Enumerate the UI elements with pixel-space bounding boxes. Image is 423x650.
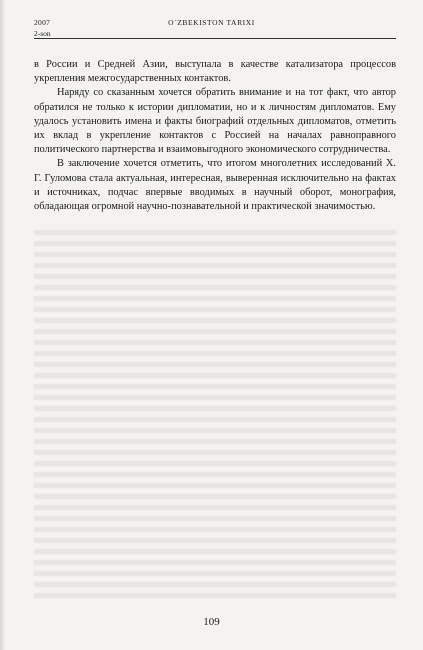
article-body: [34, 58, 396, 214]
bleed-through-texture: [34, 230, 396, 600]
paragraph-diplomats: Наряду со сказанным хочется обратить внимание и на тот факт, что автор обратился не только к истории дипломатии, но и к личностям дипломатов. Ему удалось установить имена и факты биографий отдельных дипломатов, отметить их вклад в укрепление контактов с Россией на началах равноправного политического партнерства и взаимовыгодного экономического сотрудничества.: [34, 87, 396, 156]
journal-title: O`ZBEKISTON TARIXI: [168, 18, 255, 27]
scan-shadow: [0, 0, 6, 650]
header-issue: 2-son: [34, 29, 51, 38]
paragraph-continuation: в России и Средней Азии, выступала в качестве катализатора процессов укрепления межгосударственных контактов.: [34, 59, 396, 85]
paragraph-conclusion: В заключение хочется отметить, что итогом многолетних исследований Х. Г. Гуломова стала актуальная, интересная, выверенная исключительно на фактах и источниках, подчас впервые вводимых в научный оборот, монография, обладающая огромной научно-познавательной и практической значимостью.: [34, 158, 396, 213]
page-number: 109: [203, 616, 220, 628]
header-year: 2007: [34, 18, 51, 27]
header-rule: [34, 38, 396, 39]
